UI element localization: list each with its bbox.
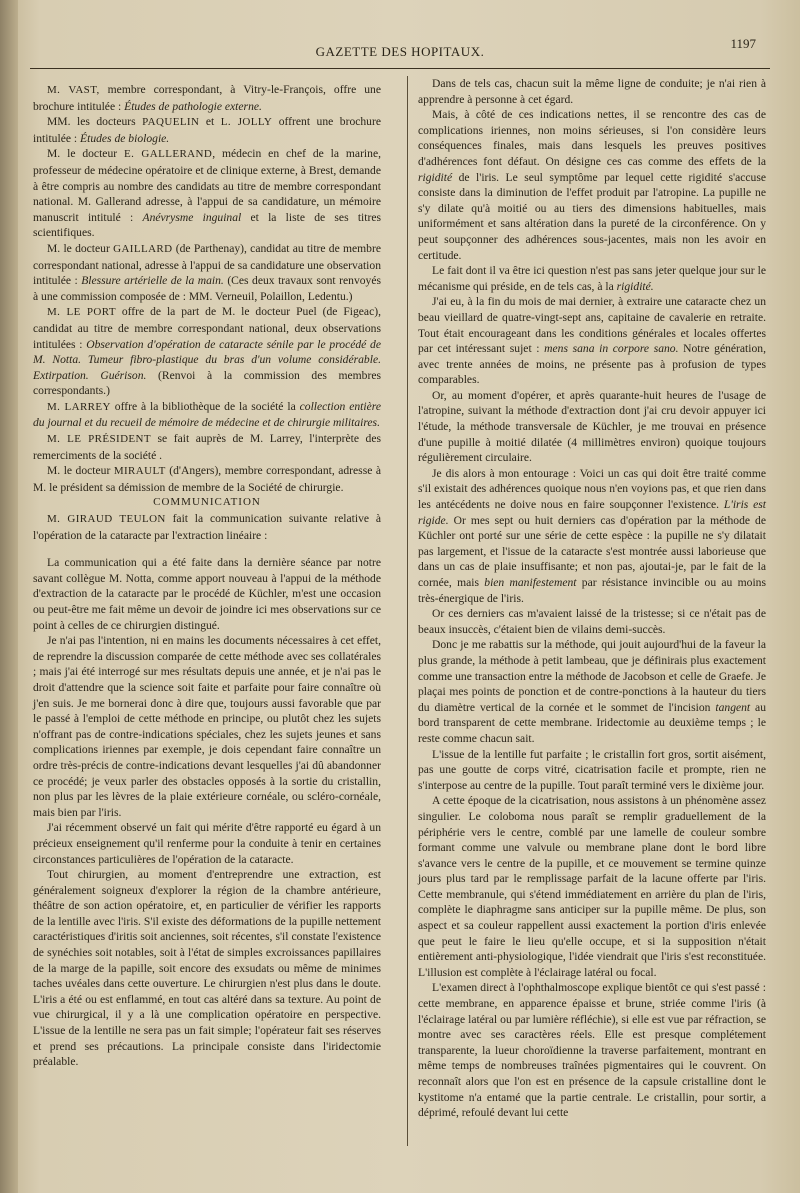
page-number: 1197 [730, 36, 756, 51]
paragraph: Or ces derniers cas m'avaient laissé de la tristesse; si ce n'était pas de beaux insuccès, c'étaient bien de vilains demi-succès. [418, 607, 766, 636]
speaker-name: M. GIRAUD TEULON [47, 513, 166, 526]
paragraph: Or, au moment d'opérer, et après quarante-huit heures de l'usage de l'atropine, suivant la méthode d'extraction dont j'ai cru devoir appuyer ici l'étude, la méthode transversale de Küchler, je me trouvai en présence d'une pupille à moitié dilatée (4 millimètres environ) quoique toujours régulièrement circulaire. [418, 388, 766, 465]
speaker-name: M. VAST, [47, 84, 100, 96]
paragraph: L'examen direct à l'ophthalmoscope explique bientôt ce qui s'est passé : cette membrane, en apparence épaisse et brune, striée comme l'iris (à l'éclairage latéral ou par lumière réfléchie), si elle est vue par réfraction, se montre avec ses caractères réels. Elle est presque complétement transparente, la lueur choroïdienne la traverse parfaitement, montrant en même temps de nombreuses traînées pigmentaires qui le couvrent. On reconnaît alors que l'on est en présence de la capsule cristalline dont le kystitome n'a entamé que la partie centrale. Le cristallin, pour sortir, a déprimé, refoulé devant lui cette [418, 981, 766, 1120]
section-heading: COMMUNICATION [153, 496, 261, 509]
paragraph: M. LE PRÉSIDENT se fait auprès de M. Larrey, l'interprète des remerciments de la société . [33, 432, 381, 462]
column-divider [407, 76, 408, 1146]
left-column [33, 76, 381, 1070]
speaker-name: MIRAULT [113, 465, 166, 478]
paragraph: J'ai eu, à la fin du mois de mai dernier, à extraire une cataracte chez un beau vieillard de quatre-vingt-sept ans, capitaine de cavalerie en retraite. Tout était encourageant dans les conditions générales et locales offertes par cet intéressant sujet : mens sana in corpore sano. Notre génération, avec trente années de moins, ne présente pas à profusion de types comparables. [418, 295, 766, 387]
paragraph: J'ai récemment observé un fait qui mérite d'être rapporté eu égard à un précieux enseignement qu'il renferme pour la conduite à tenir en certaines circonstances particulières de l'opération de la cataracte. [33, 821, 381, 866]
paragraph: La communication qui a été faite dans la dernière séance par notre savant collègue M. Notta, comme apport nouveau à l'appui de la méthode d'extraction de la cataracte par le procédé de Küchler, m'est une occasion ou peut-être me fait même un devoir de joindre ici mes observations sur ce point à celles de ce chirurgien distingué. [33, 556, 381, 632]
paragraph: A cette époque de la cicatrisation, nous assistons à un phénomène assez singulier. Le coloboma nous paraît se remplir graduellement de la périphérie vers le centre, comblé par une lamelle de couleur sombre formant comme une valvule ou membrane plane dont le bord libre s'avance vers le centre de la pupille, et ce mouvement se termine quinze jours plus tard par le remplissage parfait de la lacune offerte par l'iris. Cette membranule, qui s'étend immédiatement en arrière du plan de l'iris, complète le diaphragme sans anticiper sur la pupille même. De plus, son aspect et sa couleur rappellent aussi exactement la portion d'iris enlevée que peut le faire le lieu qu'elle occupe, et si la supposition n'était entièrement anti-physiologique, l'idée viendrait que l'iris s'est reconstituée. L'illusion est complète à l'éclairage latéral ou focal. [418, 794, 766, 979]
paragraph: M. le docteur MIRAULT (d'Angers), membre correspondant, adresse à M. le président sa démission de membre de la Société de chirurgie. [33, 464, 381, 494]
paragraph: M. le docteur E. GALLERAND, médecin en chef de la marine, professeur de médecine opératoire et de clinique externe, à Brest, demande à être compris au nombre des candidats au titre de membre correspondant national. M. Gallerand adresse, à l'appui de sa candidature, un mémoire manuscrit intitulé : Anévrysme inguinal et la liste de ses titres scientifiques. [33, 147, 382, 240]
paragraph: M. VAST, membre correspondant, à Vitry-le-François, offre une brochure intitulée : Études de pathologie externe. [33, 83, 381, 113]
paragraph: MM. les docteurs PAQUELIN et L. JOLLY offrent une brochure intitulée : Études de biologie. [33, 115, 381, 145]
paragraph: Mais, à côté de ces indications nettes, il se rencontre des cas de complications iriennes, non moins sérieuses, si l'on considère leurs conséquences finales, mais dans lesquels les preuves positives d'adhérences font défaut. On désigne ces cas comme des effets de la rigidité de l'iris. Le seul symptôme par lequel cette rigidité s'accuse consiste dans la diminution de l'effet produit par l'atropine. La pupille ne s'y dilate qu'à moitié ou au tiers des dimensions habituelles, mais uniformément et sans altération dans la pureté de la circonférence. On y peut soupçonner des adhérences sous-jacentes, mais non les avoir en certitude. [418, 108, 766, 262]
paragraph: M. le docteur GAILLARD (de Parthenay), candidat au titre de membre correspondant national, adresse à l'appui de sa candidature une observation intitulée : Blessure artérielle de la main. (Ces deux travaux sont renvoyés à une commission composée de : MM. Verneuil, Polaillon, Ledentu.) [33, 241, 381, 303]
paragraph: M. GIRAUD TEULON fait la communication suivante relative à l'opération de la cataracte par l'extraction linéaire : [33, 512, 381, 542]
right-column [418, 76, 766, 1121]
speaker-name: L. JOLLY [220, 116, 273, 129]
paragraph: L'issue de la lentille fut parfaite ; le cristallin fort gros, sortit aisément, pas une goutte de corps vitré, cicatrisation facile et prompte, rien ne s'interpose au centre de la pupille. Tout paraît terminé vers le dixième jour. [418, 747, 766, 792]
paragraph: Donc je me rabattis sur la méthode, qui jouit aujourd'hui de la faveur la plus grande, la méthode à petit lambeau, que je définirais plus exactement comme une transaction entre la méthode de Jacobson et celle de Graefe. Je plaçai mes points de ponction et de contre-ponctions à la hauteur du tiers du diamètre vertical de la cornée et le sommet de l'incision tangent au bord transparent de cette membrane. Iridectomie au deuxième temps ; le reste comme chacun sait. [418, 638, 766, 745]
paragraph: Je dis alors à mon entourage : Voici un cas qui doit être traité comme s'il existait des adhérences quoique nous n'en voyions pas, et que rien dans les antécédents ne doive nous en faire soupçonner l'existence. L'iris est rigide. Or mes sept ou huit derniers cas d'opération par la méthode de Küchler ont porté sur une série de cette espèce : la pupille ne s'y dilatait pas largement, et l'issue de la cataracte s'est montrée aussi laborieuse que dans un cas de plaie insuffisante; et non pas, ajoutai-je, par le fait de la cornée, mais bien manifestement par résistance invincible ou au moins très-énergique de l'iris. [418, 466, 766, 605]
paragraph: M. LE PORT offre de la part de M. le docteur Puel (de Figeac), candidat au titre de membre correspondant national, deux observations intitulées : Observation d'opération de cataracte sénile par le procédé de M. Notta. Tumeur fibro-plastique du bras d'un volume considérable. Extirpation. Guérison. (Renvoi à la commission des membres correspondants.) [33, 305, 381, 398]
speaker-name: M. LARREY [47, 400, 111, 413]
page-binding-edge [0, 0, 18, 1193]
paragraph: Dans de tels cas, chacun suit la même ligne de conduite; je n'ai rien à apprendre à personne à cet égard. [418, 77, 766, 106]
paragraph: M. LARREY offre à la bibliothèque de la société la collection entière du journal et du recueil de mémoire de médecine et de chirurgie militaires. [33, 399, 381, 430]
speaker-name: M. LE PORT [47, 306, 116, 319]
paragraph: Je n'ai pas l'intention, ni en mains les documents nécessaires à cet effet, de reprendre la discussion comparée de cette méthode avec ses collatérales ; mais j'ai été interrogé sur mes résultats depuis une année, et je n'ai pas le droit d'attendre que la science soit faite et parfaite pour faire connaître où j'en suis. Je me bornerai donc à dire que, toujours aussi favorable que par le passé à l'emploi de cette méthode en principe, ou plutôt chez les sujets n'offrant pas de contre-indications spéciales, chez les sujets jeunes et sans complications iriennes par exemple, je dois cependant faire connaître un ordre très-précis de contre-indications devant lesquelles j'ai dû abandonner ce procédé; je veux parler des obstacles opposés à la sortie du cristallin, non plus par les lèvres de la plaie extérieure cornéale, ou scléro-cornéale, mais bien par l'iris. [33, 634, 381, 819]
speaker-name: E. GALLERAND [124, 148, 213, 161]
speaker-name: GAILLARD [113, 242, 173, 255]
paragraph: Le fait dont il va être ici question n'est pas sans jeter quelque jour sur le mécanisme qui préside, en de tels cas, à la rigidité. [418, 264, 766, 293]
header-rule [30, 68, 770, 69]
paragraph: Tout chirurgien, au moment d'entreprendre une extraction, est généralement soigneux d'explorer la région de la chambre antérieure, théâtre de son action opératoire, et, en particulier de vérifier les rapports de la lentille avec l'iris. S'il existe des déformations de la pupille nettement caractéristiques d'iritis soit anciennes, soit récentes, s'il constate l'existence de synéchies soit notables, soit à l'état de simples excroissances papillaires de la marge de la papille, soit encore des exsudats ou même de minimes taches uvéales dans cette ouverture. Le chirurgien n'est plus dans le doute. L'iris a été ou est enflammé, en tout cas altéré dans sa texture. Au point de vue chirurgical, il y a là une complication opératoire en perspective. L'issue de la lentille ne sera pas un fait simple; l'opérateur fait ses réserves et prend ses précautions. La principale consiste dans l'iridectomie préalable. [33, 868, 381, 1069]
speaker-name: M. LE PRÉSIDENT [47, 433, 152, 446]
page-header [30, 36, 770, 66]
speaker-name: PAQUELIN [142, 116, 200, 129]
running-title: GAZETTE DES HOPITAUX. [315, 44, 485, 59]
